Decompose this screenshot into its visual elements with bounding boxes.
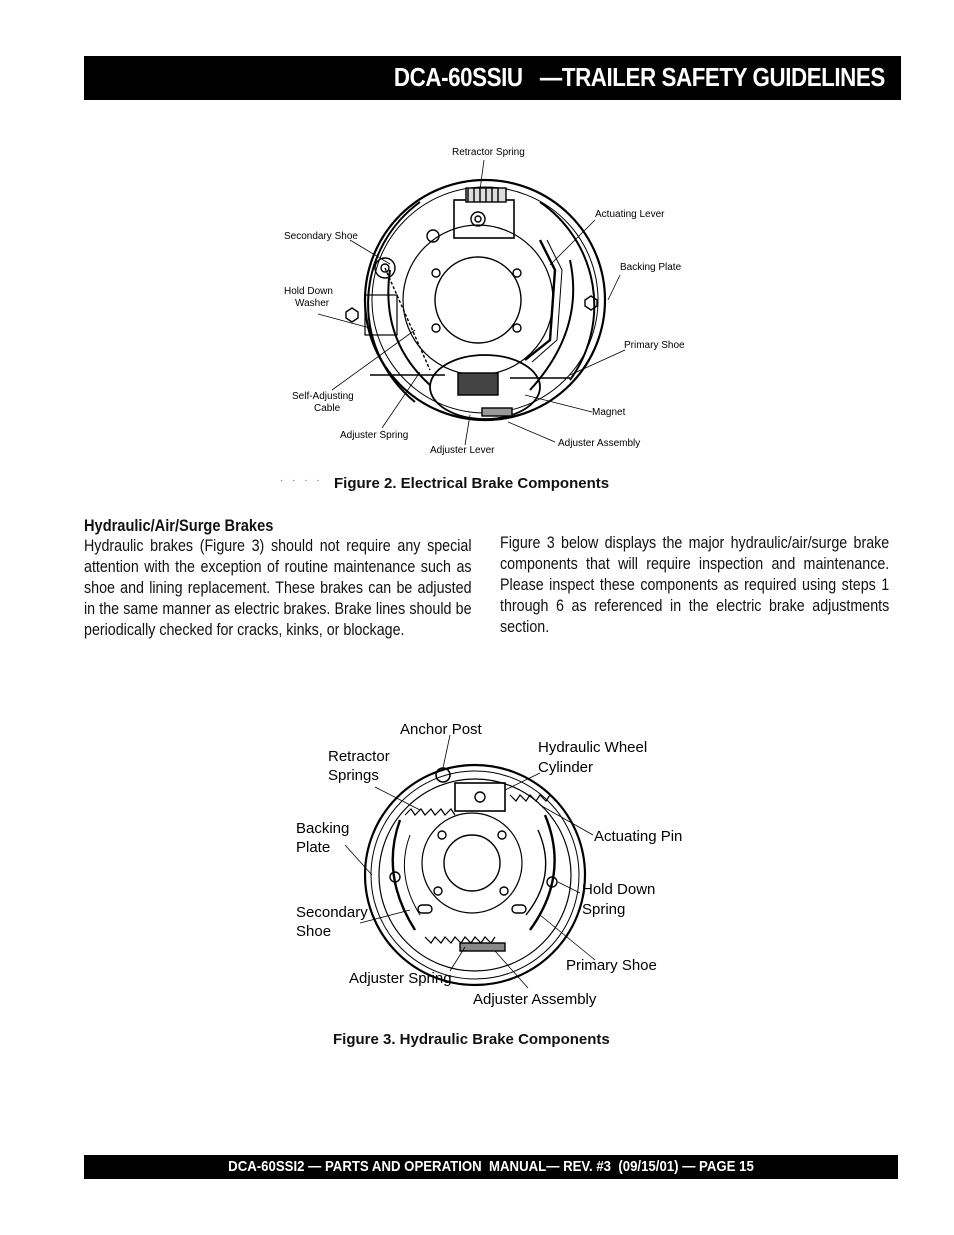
label-retractor-springs-line1: Retractor <box>328 748 390 765</box>
label-adjuster-assembly: Adjuster Assembly <box>473 991 597 1008</box>
label-primary-shoe: Primary Shoe <box>566 957 657 974</box>
figure-3-hydraulic-brake-diagram <box>290 715 700 1015</box>
label-adjuster-assembly: Adjuster Assembly <box>558 438 641 449</box>
label-retractor-spring: Retractor Spring <box>452 147 525 158</box>
label-backing-plate-line1: Backing <box>296 820 350 837</box>
decorative-dots: · · · · <box>280 475 323 486</box>
label-secondary-shoe: Secondary Shoe <box>284 231 358 242</box>
label-secondary-shoe-line2: Shoe <box>296 923 332 940</box>
page-footer-text: DCA-60SSI2 — PARTS AND OPERATION MANUAL— REV. #3 (09/15/01) — PAGE 15 <box>228 1158 754 1175</box>
label-hold-down-washer-line2: Washer <box>295 298 330 309</box>
page-title: DCA-60SSIU —TRAILER SAFETY GUIDELINES <box>394 62 885 92</box>
label-backing-plate-line2: Plate <box>296 839 331 856</box>
figure-2-caption: Figure 2. Electrical Brake Components <box>334 475 610 492</box>
label-hold-down-washer-line1: Hold Down <box>284 286 333 297</box>
label-backing-plate: Backing Plate <box>620 262 682 273</box>
label-actuating-pin: Actuating Pin <box>594 828 683 845</box>
label-self-adjusting-cable-line1: Self-Adjusting <box>292 391 354 402</box>
label-adjuster-lever: Adjuster Lever <box>430 445 495 456</box>
label-adjuster-spring: Adjuster Spring <box>349 970 452 987</box>
label-hold-down-spring-line1: Hold Down <box>582 881 656 898</box>
label-hydraulic-wheel-cylinder-line2: Cylinder <box>538 759 594 776</box>
label-hydraulic-wheel-cylinder-line1: Hydraulic Wheel <box>538 739 648 756</box>
label-magnet: Magnet <box>592 407 626 418</box>
label-primary-shoe: Primary Shoe <box>624 340 685 351</box>
figure-3-caption: Figure 3. Hydraulic Brake Components <box>333 1031 610 1048</box>
figure-2-electrical-brake-diagram <box>270 140 700 465</box>
label-secondary-shoe-line1: Secondary <box>296 904 368 921</box>
label-adjuster-spring: Adjuster Spring <box>340 430 409 441</box>
figure-3-intro-paragraph: Figure 3 below displays the major hydraulic/air/surge brake components that will require inspection and maintenance. Please inspect these components as required using steps 1 through 6 as referenced in the electric brake adjustments section. <box>500 534 890 636</box>
label-actuating-lever: Actuating Lever <box>595 209 665 220</box>
label-retractor-springs-line2: Springs <box>328 767 379 784</box>
label-self-adjusting-cable-line2: Cable <box>314 403 341 414</box>
page-header-bar <box>84 56 901 100</box>
label-hold-down-spring-line2: Spring <box>582 901 626 918</box>
label-anchor-post: Anchor Post <box>400 721 482 738</box>
hydraulic-brakes-paragraph: Hydraulic brakes (Figure 3) should not require any special attention with the exception of routine maintenance such as shoe and lining replacement. These brakes can be adjusted in the same manner as electric brakes. Brake lines should be periodically checked for cracks, kinks, or blockage. <box>84 537 472 639</box>
page-footer-bar <box>84 1155 898 1179</box>
section-heading: Hydraulic/Air/Surge Brakes <box>84 516 274 535</box>
